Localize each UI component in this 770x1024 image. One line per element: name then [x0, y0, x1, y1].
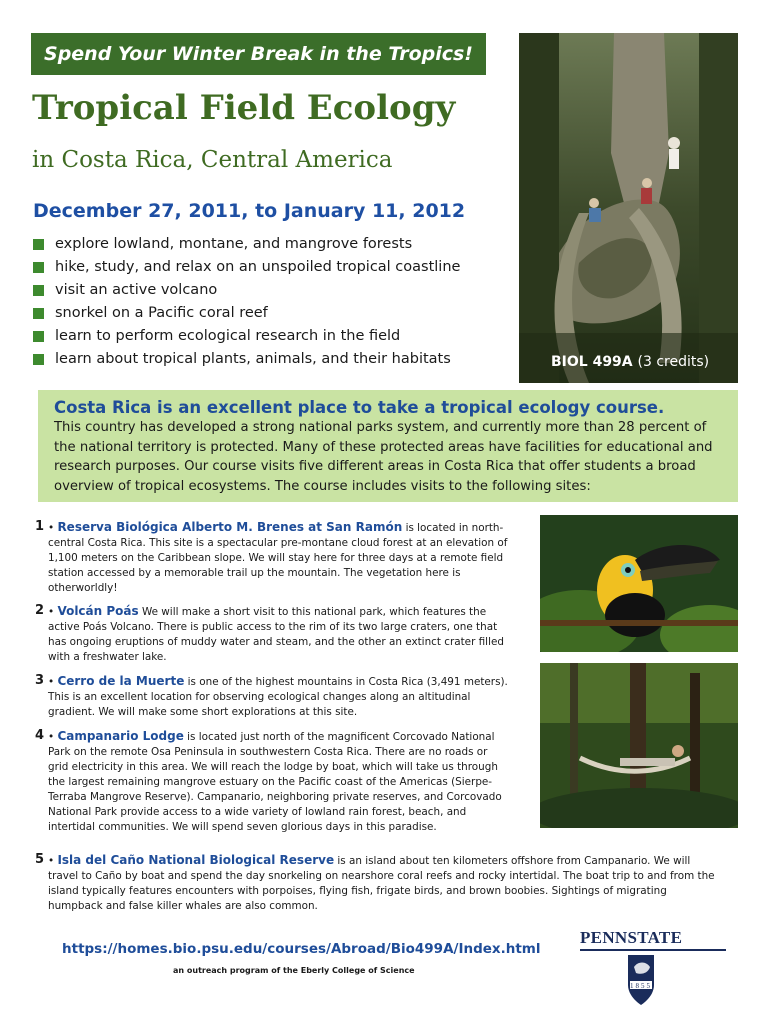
highlight-item: explore lowland, montane, and mangrove forests	[33, 233, 513, 256]
highlight-item: learn about tropical plants, animals, and their habitats	[33, 348, 513, 371]
penn-state-logo	[580, 928, 726, 1013]
site-description: We will make a short visit to this national park, which features the active Poás Volcano. There is public access to the rim of its two large craters, one that has ongoing eruptions of muddy water and steam, and the other an extinct crater filled with a freshwater lake.	[48, 606, 504, 663]
site-item: 2 • Volcán Poás We will make a short visit to this national park, which features the active Poás Volcano. There is public access to the rim of its two large craters, one that has ongoing eruptions of muddy water and steam, and the other an extinct crater filled with a freshwater lake.	[35, 603, 504, 663]
outreach-note: an outreach program of the Eberly College of Science	[173, 966, 415, 975]
square-bullet-icon	[33, 354, 44, 365]
page-subtitle: in Costa Rica, Central America	[32, 147, 393, 173]
site-name: Volcán Poás	[57, 604, 139, 618]
square-bullet-icon	[33, 308, 44, 319]
logo-year: 1855	[630, 981, 652, 990]
header-banner	[31, 33, 486, 75]
site-name: Campanario Lodge	[57, 729, 184, 743]
site-number: 3	[35, 673, 45, 688]
square-bullet-icon	[33, 331, 44, 342]
site-description: is one of the highest mountains in Costa Rica (3,491 meters). This is an excellent location for observing ecological changes along an altitudinal gradient. We will make some short explorations at this site.	[48, 676, 508, 718]
highlight-item: hike, study, and relax on an unspoiled tropical coastline	[33, 256, 513, 279]
site-name: Reserva Biológica Alberto M. Brenes at San Ramón	[57, 520, 403, 534]
site-description: is located in north-central Costa Rica. This site is a spectacular pre-montane cloud forest at an elevation of 1,100 meters on the Caribbean slope. We will stay here for three days at a remote field station accessed by a memorable trail up the mountain. The vegetation here is otherworldly!	[48, 522, 508, 594]
site-name: Isla del Caño National Biological Reserve	[57, 853, 335, 867]
toucan-photo	[540, 515, 738, 652]
square-bullet-icon	[33, 239, 44, 250]
site-number: 1	[35, 519, 45, 534]
intro-heading: Costa Rica is an excellent place to take a tropical ecology course.	[54, 398, 665, 417]
square-bullet-icon	[33, 262, 44, 273]
rainforest-hammock-image	[540, 663, 738, 828]
rainforest-hammock-photo	[540, 663, 738, 828]
highlight-item: visit an active volcano	[33, 279, 513, 302]
banner-text: Spend Your Winter Break in the Tropics!	[44, 43, 473, 65]
course-dates: December 27, 2011, to January 11, 2012	[33, 200, 466, 222]
course-url-link[interactable]: https://homes.bio.psu.edu/courses/Abroad/Bio499A/Index.html	[62, 941, 541, 957]
site-item: 5 • Isla del Caño National Biological Reserve is an island about ten kilometers offshore from Campanario. We will travel to Caño by boat and spend the day snorkeling on nearshore coral reefs and rocky intertidal. The boat trip to and from the island typically features encounters with porpoises, flying fish, frigate birds, and brown boobies. Sightings of migrating humpback and false killer whales are also common.	[35, 852, 715, 912]
site-description: is located just north of the magnificent Corcovado National Park on the remote Osa Peninsula in southwestern Costa Rica. There are no roads or grid electricity in this area. We will reach the lodge by boat, which will take us through the largest remaining mangrove estuary on the Pacific coast of the Americas (Sierpe-Terraba Mangrove Reserve). Campanario, neighboring private reserves, and Corcovado National Park provide access to a wide variety of lowland rain forest, beach, and intertidal communities. We will spend seven glorious days in this paradise.	[48, 731, 502, 833]
toucan-image	[540, 515, 738, 652]
rainforest-tree-image	[519, 33, 738, 383]
site-description: is an island about ten kilometers offshore from Campanario. We will travel to Caño by boat and spend the day snorkeling on nearshore coral reefs and rocky intertidal. The boat trip to and from the island typically features encounters with porpoises, flying fish, frigate birds, and brown boobies. Sightings of migrating humpback and false killer whales are also common.	[48, 855, 715, 912]
course-code: BIOL 499A	[551, 354, 633, 370]
logo-wordmark: PENNSTATE	[580, 928, 683, 947]
site-name: Cerro de la Muerte	[57, 674, 185, 688]
site-item: 1 • Reserva Biológica Alberto M. Brenes at San Ramón is located in north-central Costa Rica. This site is a spectacular pre-montane cloud forest at an elevation of 1,100 meters on the Caribbean slope. We will stay here for three days at a remote field station accessed by a memorable trail up the mountain. The vegetation here is otherworldly!	[35, 519, 508, 594]
highlight-item: learn to perform ecological research in the field	[33, 325, 513, 348]
nittany-lion-shield-icon	[580, 951, 726, 1009]
site-number: 2	[35, 603, 45, 618]
course-credits: (3 credits)	[637, 354, 710, 370]
highlight-item: snorkel on a Pacific coral reef	[33, 302, 513, 325]
site-number: 4	[35, 728, 45, 743]
hero-photo-buttress-tree	[519, 33, 738, 383]
intro-text: This country has developed a strong national parks system, and currently more than 28 percent of the national territory is protected. Many of these protected areas have facilities for educational and research purposes. Our course visits five different areas in Costa Rica that offer students a broad overview of tropical ecosystems. The course includes visits to the following sites:	[54, 420, 713, 494]
square-bullet-icon	[33, 285, 44, 296]
site-item: 3 • Cerro de la Muerte is one of the highest mountains in Costa Rica (3,491 meters). This is an excellent location for observing ecological changes along an altitudinal gradient. We will make some short explorations at this site.	[35, 673, 508, 718]
course-code-label	[551, 354, 709, 370]
highlights-list	[33, 233, 513, 371]
site-number: 5	[35, 852, 45, 867]
page-title: Tropical Field Ecology	[32, 88, 456, 128]
site-item: 4 • Campanario Lodge is located just north of the magnificent Corcovado National Park on the remote Osa Peninsula in southwestern Costa Rica. There are no roads or grid electricity in this area. We will reach the lodge by boat, which will take us through the largest remaining mangrove estuary on the Pacific coast of the Americas (Sierpe-Terraba Mangrove Reserve). Campanario, neighboring private reserves, and Corcovado National Park provide access to a wide variety of lowland rain forest, beach, and intertidal communities. We will spend seven glorious days in this paradise.	[35, 728, 502, 833]
